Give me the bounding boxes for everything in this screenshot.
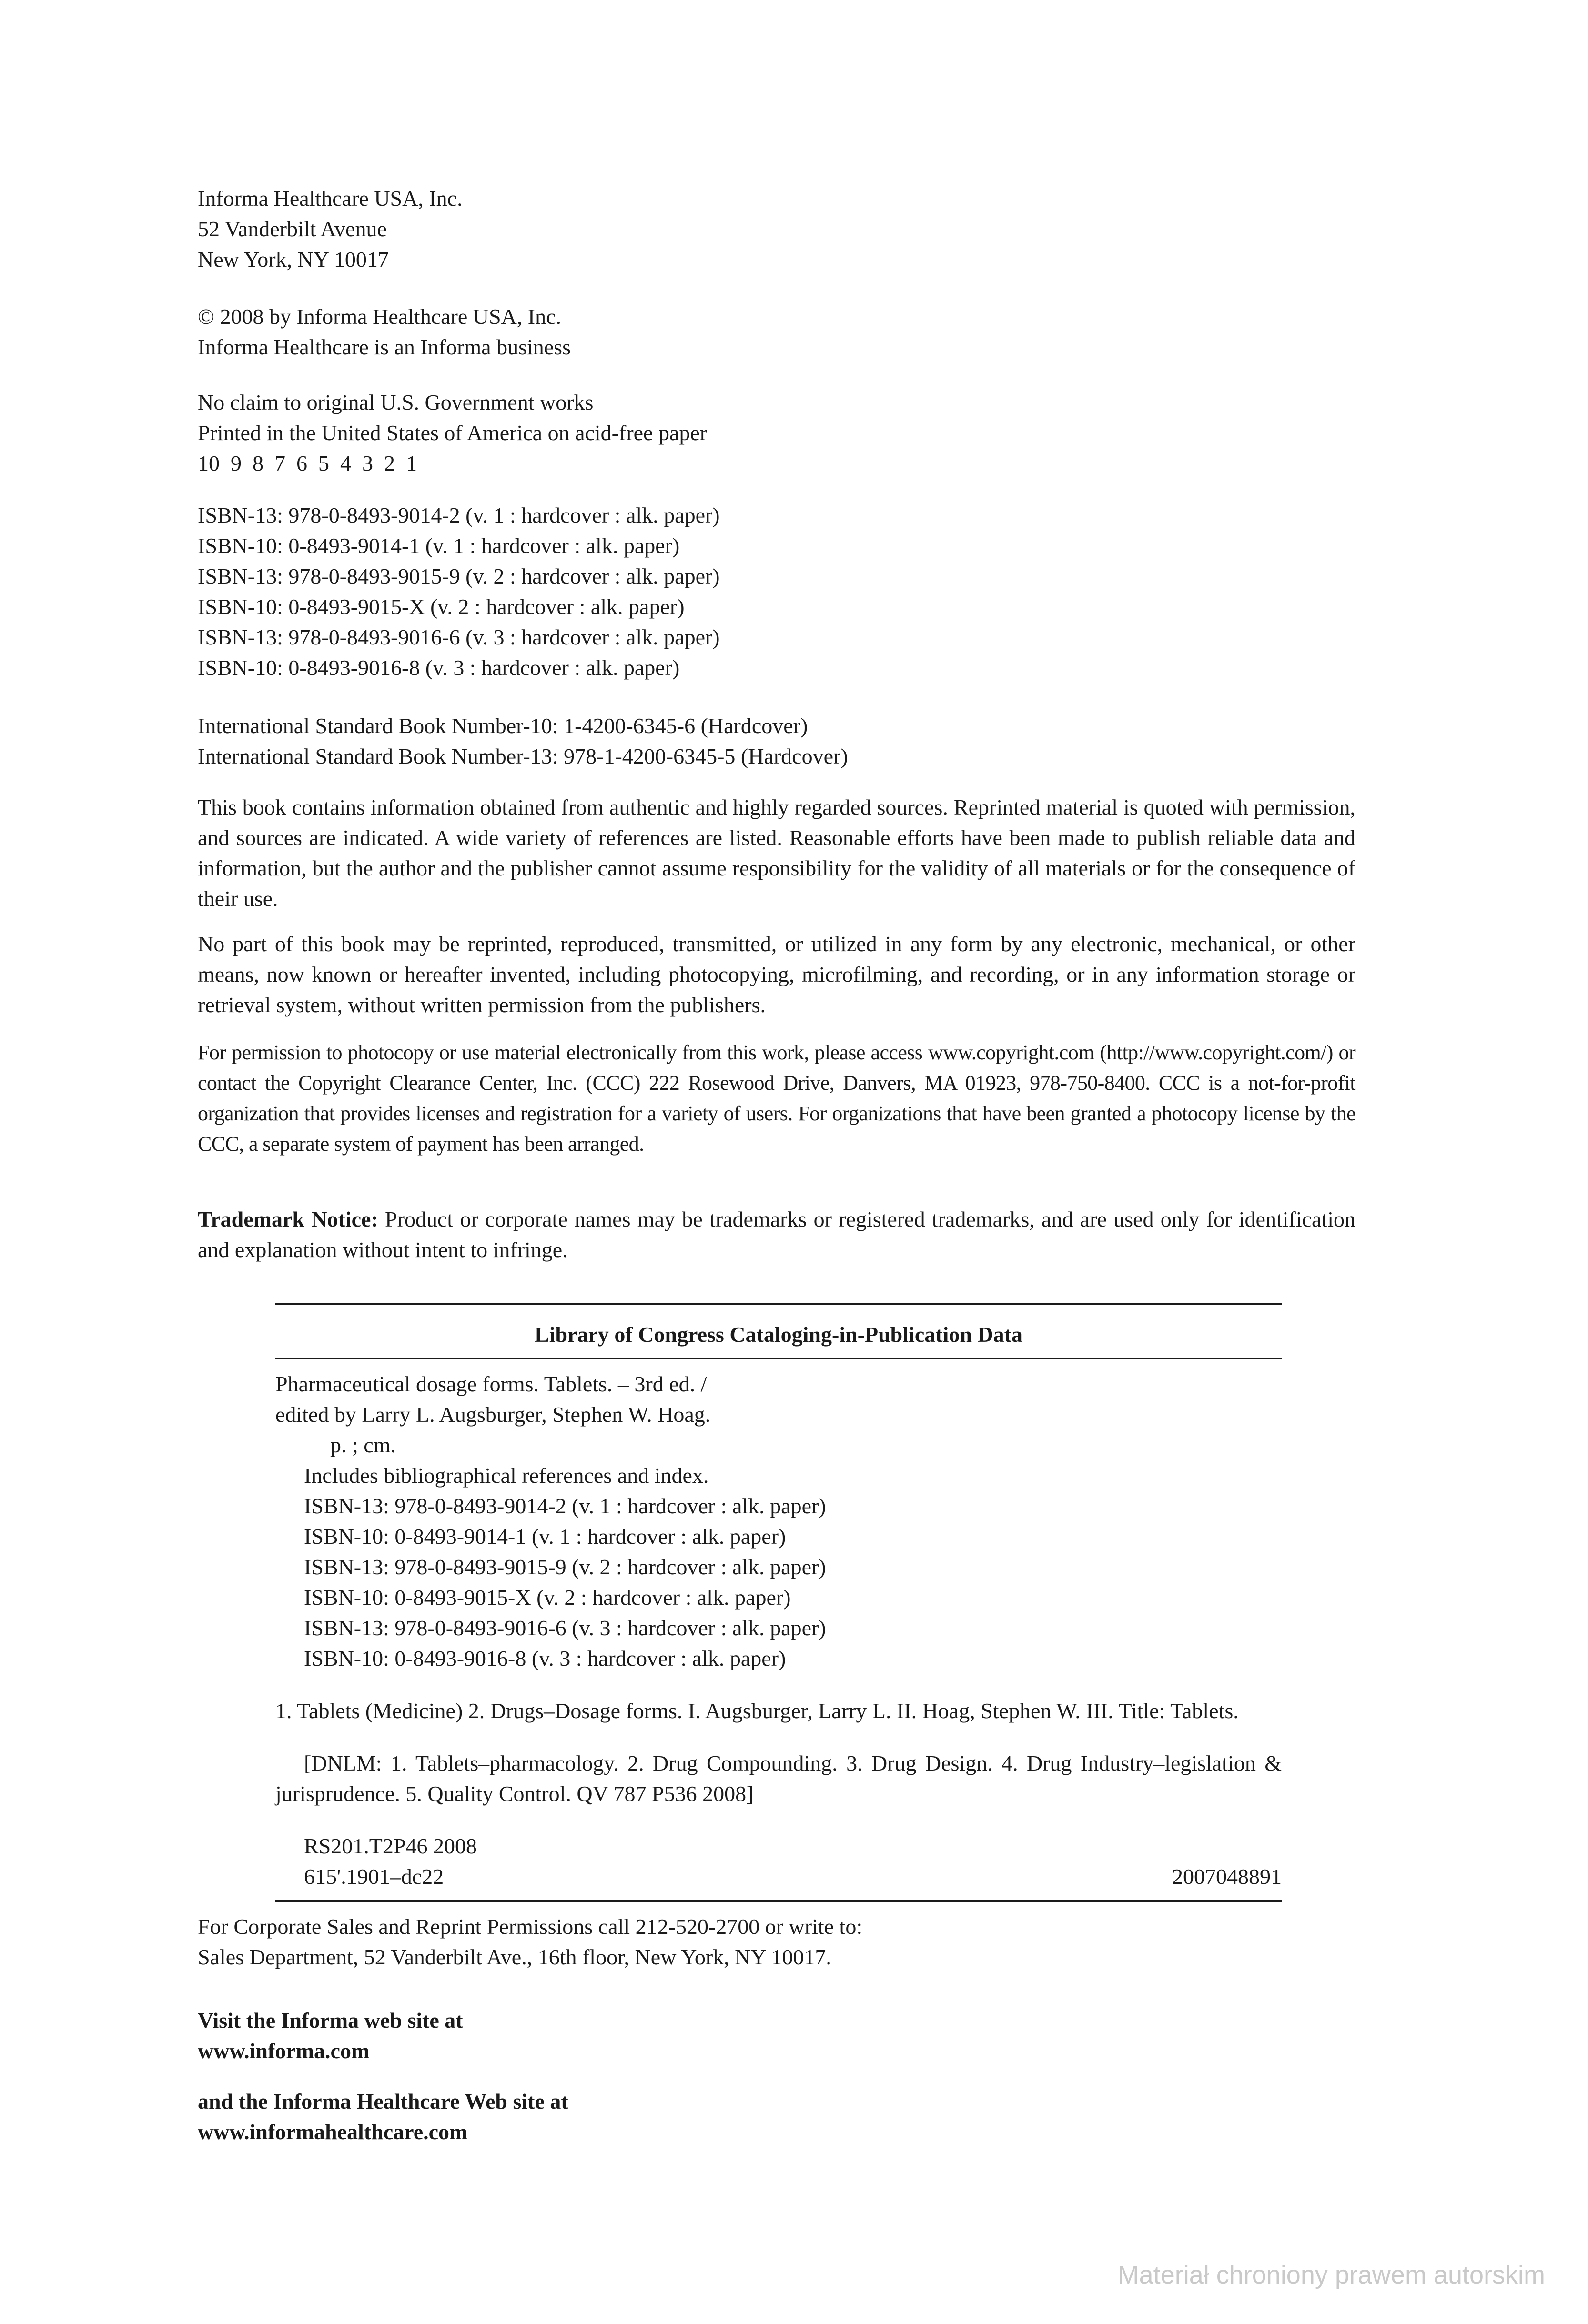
isbn-line: ISBN-13: 978-0-8493-9014-2 (v. 1 : hardcover : alk. paper) bbox=[198, 503, 720, 527]
address-line: 52 Vanderbilt Avenue bbox=[198, 217, 387, 241]
address-line: New York, NY 10017 bbox=[198, 247, 389, 272]
cip-body bbox=[275, 1359, 1282, 1900]
informa-web-label: Visit the Informa web site at bbox=[198, 2008, 463, 2032]
cip-bottom-rule bbox=[275, 1900, 1282, 1902]
trademark-notice bbox=[198, 1204, 1355, 1265]
cip-classification-row bbox=[275, 1861, 1282, 1892]
cip-isbn-line: ISBN-13: 978-0-8493-9014-2 (v. 1 : hardcover : alk. paper) bbox=[304, 1494, 826, 1518]
corporate-sales-line: Sales Department, 52 Vanderbilt Ave., 16th floor, New York, NY 10017. bbox=[198, 1945, 831, 1969]
sources-text: This book contains information obtained from authentic and highly regarded sources. Reprinted material is quoted with permission, and sources are indicated. A wide variety of references are listed. Reasonable efforts have been made to publish reliable data and information, but the author and the publisher cannot assume responsibility for the validity of all materials or for the consequence of their use. bbox=[198, 795, 1355, 911]
informa-web bbox=[198, 2005, 1355, 2066]
isbn-line: ISBN-10: 0-8493-9015-X (v. 2 : hardcover : alk. paper) bbox=[198, 594, 685, 619]
isbn-line: ISBN-10: 0-8493-9016-8 (v. 3 : hardcover : alk. paper) bbox=[198, 655, 680, 680]
healthcare-web-link[interactable]: www.informahealthcare.com bbox=[198, 2120, 468, 2144]
printing-line: Printed in the United States of America on acid-free paper bbox=[198, 421, 708, 445]
copyright-notice bbox=[198, 302, 1355, 362]
permission-text: For permission to photocopy or use material electronically from this work, please access www.copyright.com (http://www.copyright.com/) or contact the Copyright Clearance Center, Inc. (CCC) 222 Rosewood Drive, Danvers, MA 01923, 978-750-8400. CCC is a not-for-profit organization that provides licenses and registration for a variety of users. For organizations that have been granted a photocopy license by the CCC, a separate system of payment has been arranged. bbox=[198, 1041, 1355, 1156]
corporate-sales-line: For Corporate Sales and Reprint Permissions call 212-520-2700 or write to: bbox=[198, 1914, 863, 1939]
cip-isbn-line: ISBN-13: 978-0-8493-9016-6 (v. 3 : hardcover : alk. paper) bbox=[304, 1616, 826, 1640]
reproduction-paragraph bbox=[198, 929, 1355, 1020]
copyright-watermark: Materiał chroniony prawem autorskim bbox=[1117, 2261, 1545, 2289]
printing-line: No claim to original U.S. Government works bbox=[198, 390, 594, 414]
healthcare-web bbox=[198, 2086, 1355, 2147]
address-line: Informa Healthcare USA, Inc. bbox=[198, 186, 463, 211]
cip-title: Library of Congress Cataloging-in-Publication Data bbox=[535, 1322, 1022, 1347]
cip-isbn-line: ISBN-10: 0-8493-9014-1 (v. 1 : hardcover : alk. paper) bbox=[304, 1524, 786, 1549]
cip-dewey: 615'.1901–dc22 bbox=[304, 1864, 444, 1889]
isbn-standard-line: International Standard Book Number-10: 1-4200-6345-6 (Hardcover) bbox=[198, 714, 808, 738]
isbn-line: ISBN-13: 978-0-8493-9016-6 (v. 3 : hardcover : alk. paper) bbox=[198, 625, 720, 649]
cip-isbn-line: ISBN-13: 978-0-8493-9015-9 (v. 2 : hardcover : alk. paper) bbox=[304, 1555, 826, 1579]
trademark-text: Product or corporate names may be trademarks or registered trademarks, and are used only for identification and explanation without intent to infringe. bbox=[198, 1207, 1355, 1262]
cip-dnlm: [DNLM: 1. Tablets–pharmacology. 2. Drug Compounding. 3. Drug Design. 4. Drug Industry–legislation & jurisprudence. 5. Quality Control. QV 787 P536 2008] bbox=[275, 1751, 1282, 1806]
isbn-list bbox=[198, 500, 1355, 683]
cip-editors-line: edited by Larry L. Augsburger, Stephen W. Hoag. bbox=[275, 1402, 711, 1427]
copyright-line: Informa Healthcare is an Informa business bbox=[198, 335, 571, 359]
sources-paragraph bbox=[198, 792, 1355, 914]
isbn-standard-line: International Standard Book Number-13: 978-1-4200-6345-5 (Hardcover) bbox=[198, 744, 848, 768]
trademark-label: Trademark Notice: bbox=[198, 1207, 378, 1231]
informa-web-link[interactable]: www.informa.com bbox=[198, 2039, 370, 2063]
healthcare-web-label: and the Informa Healthcare Web site at bbox=[198, 2089, 568, 2113]
printer-key: 10 9 8 7 6 5 4 3 2 1 bbox=[198, 451, 417, 475]
isbn-line: ISBN-10: 0-8493-9014-1 (v. 1 : hardcover : alk. paper) bbox=[198, 533, 680, 558]
corporate-sales bbox=[198, 1912, 1355, 1972]
cip-lccn: 2007048891 bbox=[1172, 1864, 1282, 1889]
cip-isbn-line: ISBN-10: 0-8493-9016-8 (v. 3 : hardcover : alk. paper) bbox=[304, 1646, 786, 1670]
cip-data-box bbox=[275, 1303, 1282, 1902]
cip-call-number: RS201.T2P46 2008 bbox=[304, 1834, 477, 1858]
cip-isbn-line: ISBN-10: 0-8493-9015-X (v. 2 : hardcover : alk. paper) bbox=[304, 1585, 791, 1610]
cip-subjects: 1. Tablets (Medicine) 2. Drugs–Dosage forms. I. Augsburger, Larry L. II. Hoag, Stephen W. III. Title: Tablets. bbox=[275, 1699, 1239, 1723]
publisher-address bbox=[198, 183, 1355, 275]
permission-paragraph bbox=[198, 1037, 1355, 1159]
reproduction-text: No part of this book may be reprinted, reproduced, transmitted, or utilized in any form by any electronic, mechanical, or other means, now known or hereafter invented, including photocopying, microfilming, and recording, or in any information storage or retrieval system, without written permission from the publishers. bbox=[198, 932, 1355, 1017]
copyright-line: © 2008 by Informa Healthcare USA, Inc. bbox=[198, 304, 562, 329]
printing-info bbox=[198, 387, 1355, 479]
cip-notes-line: Includes bibliographical references and index. bbox=[304, 1463, 709, 1488]
cip-title-line: Pharmaceutical dosage forms. Tablets. – 3rd ed. / bbox=[275, 1372, 707, 1396]
isbn-line: ISBN-13: 978-0-8493-9015-9 (v. 2 : hardcover : alk. paper) bbox=[198, 564, 720, 588]
cip-collation-line: p. ; cm. bbox=[330, 1433, 396, 1457]
isbn-standard bbox=[198, 711, 1355, 772]
